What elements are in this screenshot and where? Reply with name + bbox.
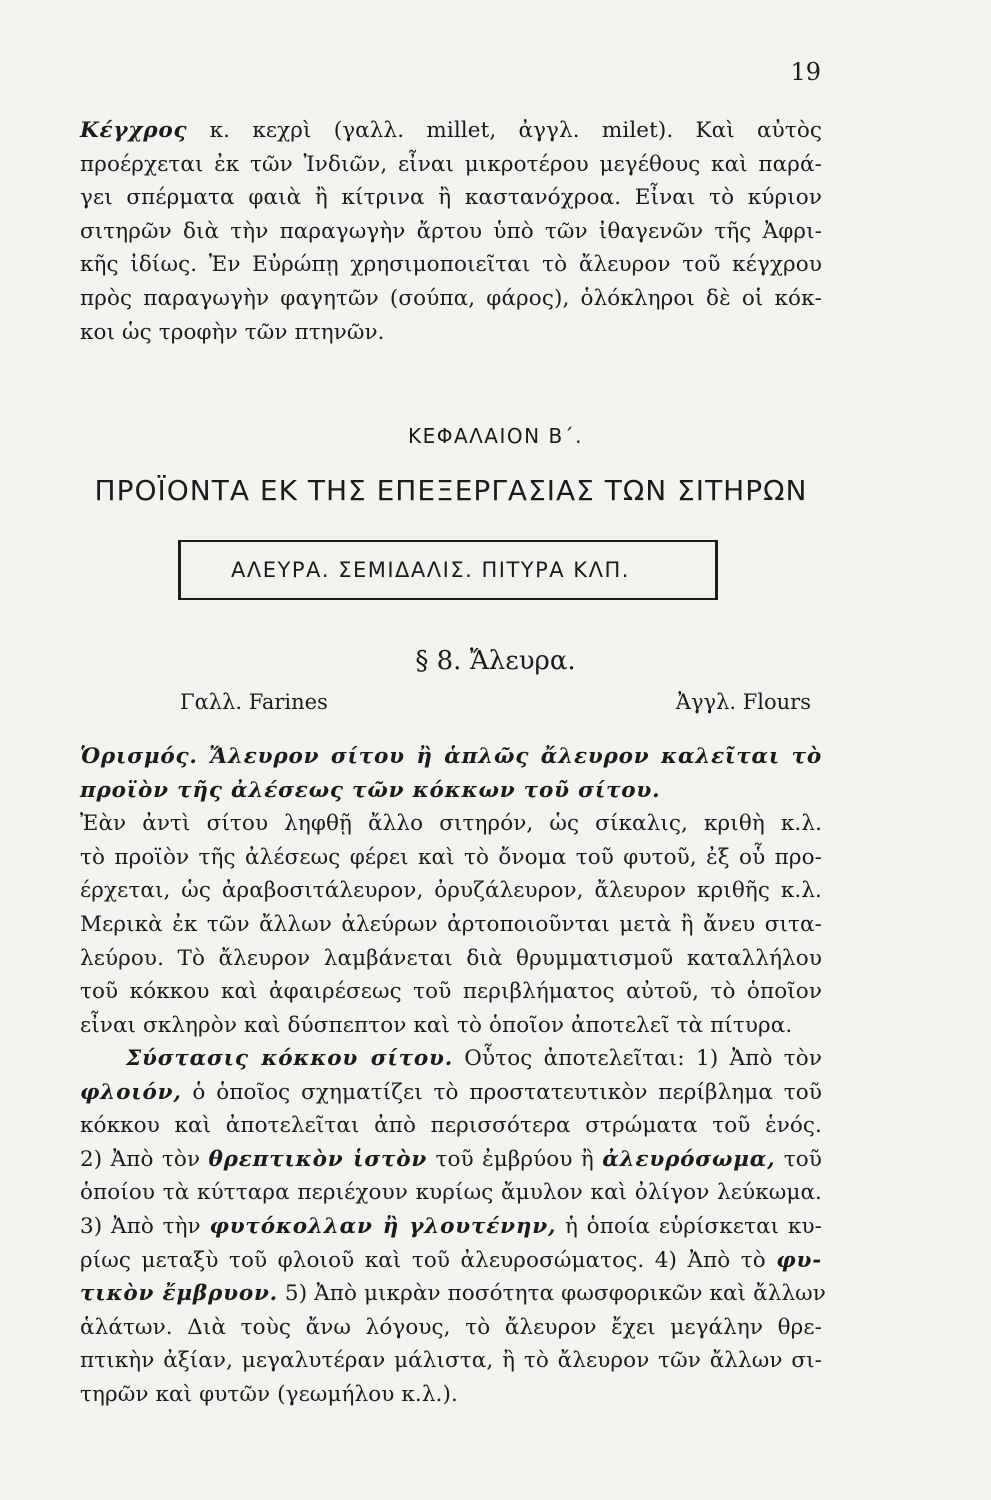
term: φυτόκολλαν ἢ γλουτένην, [209,1213,557,1239]
text-line [80,1143,822,1177]
text-line [80,1210,822,1244]
text-line: πρὸς παραγωγὴν φαγητῶν (σούπα, φάρος), ὁλόκληροι δὲ οἱ κόκ- [80,285,822,311]
term: φλοιόν, [80,1079,182,1105]
line-text: ἡ ὁποία εὑρίσκεται κυ- [556,1213,822,1239]
line-text: ρίως μεταξὺ τοῦ φλοιοῦ καὶ τοῦ ἀλευροσώματος. 4) Ἀπὸ τὸ [80,1247,777,1273]
line-text: 3) Ἀπὸ τὴν [80,1213,210,1239]
text-line: γει σπέρματα φαιὰ ἢ κίτρινα ἢ καστανόχροα. Εἶναι τὸ κύριον [80,185,822,211]
term: ἀλευρόσωμα, [602,1146,776,1172]
english-term: Ἀγγλ. Flours [675,690,811,714]
line-text: 2) Ἀπὸ τὸν [80,1146,209,1172]
page-number: 19 [790,58,821,86]
text-line: τηρῶν καὶ φυτῶν (γεωμήλου κ.λ.). [80,1381,458,1407]
intro-paragraph [80,114,822,349]
text-line: τὸ προϊὸν τῆς ἀλέσεως φέρει καὶ τὸ ὄνομα τοῦ φυτοῦ, ἐξ οὗ προ- [80,844,822,870]
line-text: ὁ ὁποῖος σχηματίζει τὸ προστατευτικὸν περίβλημα τοῦ [181,1079,822,1105]
term: τικὸν ἔμβρυον. [80,1281,278,1307]
text-line: Ἐὰν ἀντὶ σίτου ληφθῇ ἄλλο σιτηρόν, ὡς σίκαλις, κριθὴ κ.λ. [80,811,822,837]
french-term: Γαλλ. Farines [180,690,328,714]
composition-paragraph [80,1042,826,1412]
line-text: Οὗτος ἀποτελεῖται: 1) Ἀπὸ τὸν [453,1046,822,1071]
text-line [80,1244,822,1278]
text-line: ἁλάτων. Διὰ τοὺς ἄνω λόγους, τὸ ἄλευρον ἔχει μεγάλην θρε- [80,1314,822,1340]
text-line: κόκκου καὶ ἀποτελεῖται ἀπὸ περισσότερα στρώματα τοῦ ἑνός. [80,1113,822,1139]
term: Σύστασις κόκκου σίτου. [126,1046,454,1071]
definition-paragraph [80,740,822,1042]
line-text: κ. κεχρὶ (γαλλ. millet, ἀγγλ. milet). Καὶ αὐτὸς [187,118,822,143]
text-line [80,740,822,774]
text-line: σιτηρῶν διὰ τὴν παραγωγὴν ἄρτου ὑπὸ τῶν ἰθαγενῶν τῆς Ἀφρι- [80,218,822,244]
text-line: κῆς ἰδίως. Ἐν Εὐρώπῃ χρησιμοποιεῖται τὸ ἄλευρον τοῦ κέγχρου [80,252,822,278]
term: Κέγχρος [80,118,188,143]
term: Ὁρισμός. Ἄλευρον σίτου ἢ ἁπλῶς ἄλευρον καλεῖται τὸ [80,744,822,769]
chapter-title: ΠΡΟΪΟΝΤΑ ΕΚ ΤΗΣ ΕΠΕΞΕΡΓΑΣΙΑΣ ΤΩΝ ΣΙΤΗΡΩΝ [94,474,808,507]
text-line: τοῦ κόκκου καὶ ἀφαιρέσεως τοῦ περιβλήματος αὐτοῦ, τὸ ὁποῖον [80,979,822,1005]
line-text: τοῦ [775,1146,823,1172]
text-line [80,1277,826,1311]
text-line: Μερικὰ ἐκ τῶν ἄλλων ἀλεύρων ἀρτοποιοῦνται μετὰ ἢ ἄνευ σιτα- [80,911,822,937]
line-text: τοῦ ἐμβρύου ἢ [427,1146,603,1172]
line-text: 5) Ἀπὸ μικρὰν ποσότητα φωσφορικῶν καὶ ἄλλων [277,1281,826,1307]
term: θρεπτικὸν ἱστὸν [208,1146,428,1172]
boxed-subtitle: ΑΛΕΥΡΑ. ΣΕΜΙΔΑΛΙΣ. ΠΙΤΥΡΑ ΚΛΠ. [178,540,718,600]
chapter-label: ΚΕΦΑΛΑΙΟΝ Β΄. [407,424,584,448]
text-line: κοι ὡς τροφὴν τῶν πτηνῶν. [80,319,385,345]
section-heading: § 8. Ἄλευρα. [415,646,576,676]
text-line: λεύρου. Τὸ ἄλευρον λαμβάνεται διὰ θρυμματισμοῦ καταλλήλου [80,945,822,971]
term: φυ- [776,1247,822,1273]
text-line: έρχεται, ὡς ἀραβοσιτάλευρον, ὀρυζάλευρον, ἄλευρον κριθῆς κ.λ. [80,878,822,904]
text-line [80,114,822,148]
text-line: ὁποίου τὰ κύτταρα περιέχουν κυρίως ἄμυλον καὶ ὀλίγον λεύκωμα. [80,1180,822,1206]
term: προϊὸν τῆς ἀλέσεως τῶν κόκκων τοῦ σίτου. [80,777,661,803]
text-line: προέρχεται ἐκ τῶν Ἰνδιῶν, εἶναι μικροτέρου μεγέθους καὶ παρά- [80,151,822,177]
text-line [80,1076,822,1110]
text-line: εἶναι σκληρὸν καὶ δύσπεπτον καὶ τὸ ὁποῖον ἀποτελεῖ τὰ πίτυρα. [80,1012,793,1038]
text-line: πτικὴν ἀξίαν, μεγαλυτέραν μάλιστα, ἢ τὸ ἄλευρον τῶν ἄλλων σι- [80,1348,822,1374]
text-line [80,774,822,808]
text-line [80,1042,822,1076]
